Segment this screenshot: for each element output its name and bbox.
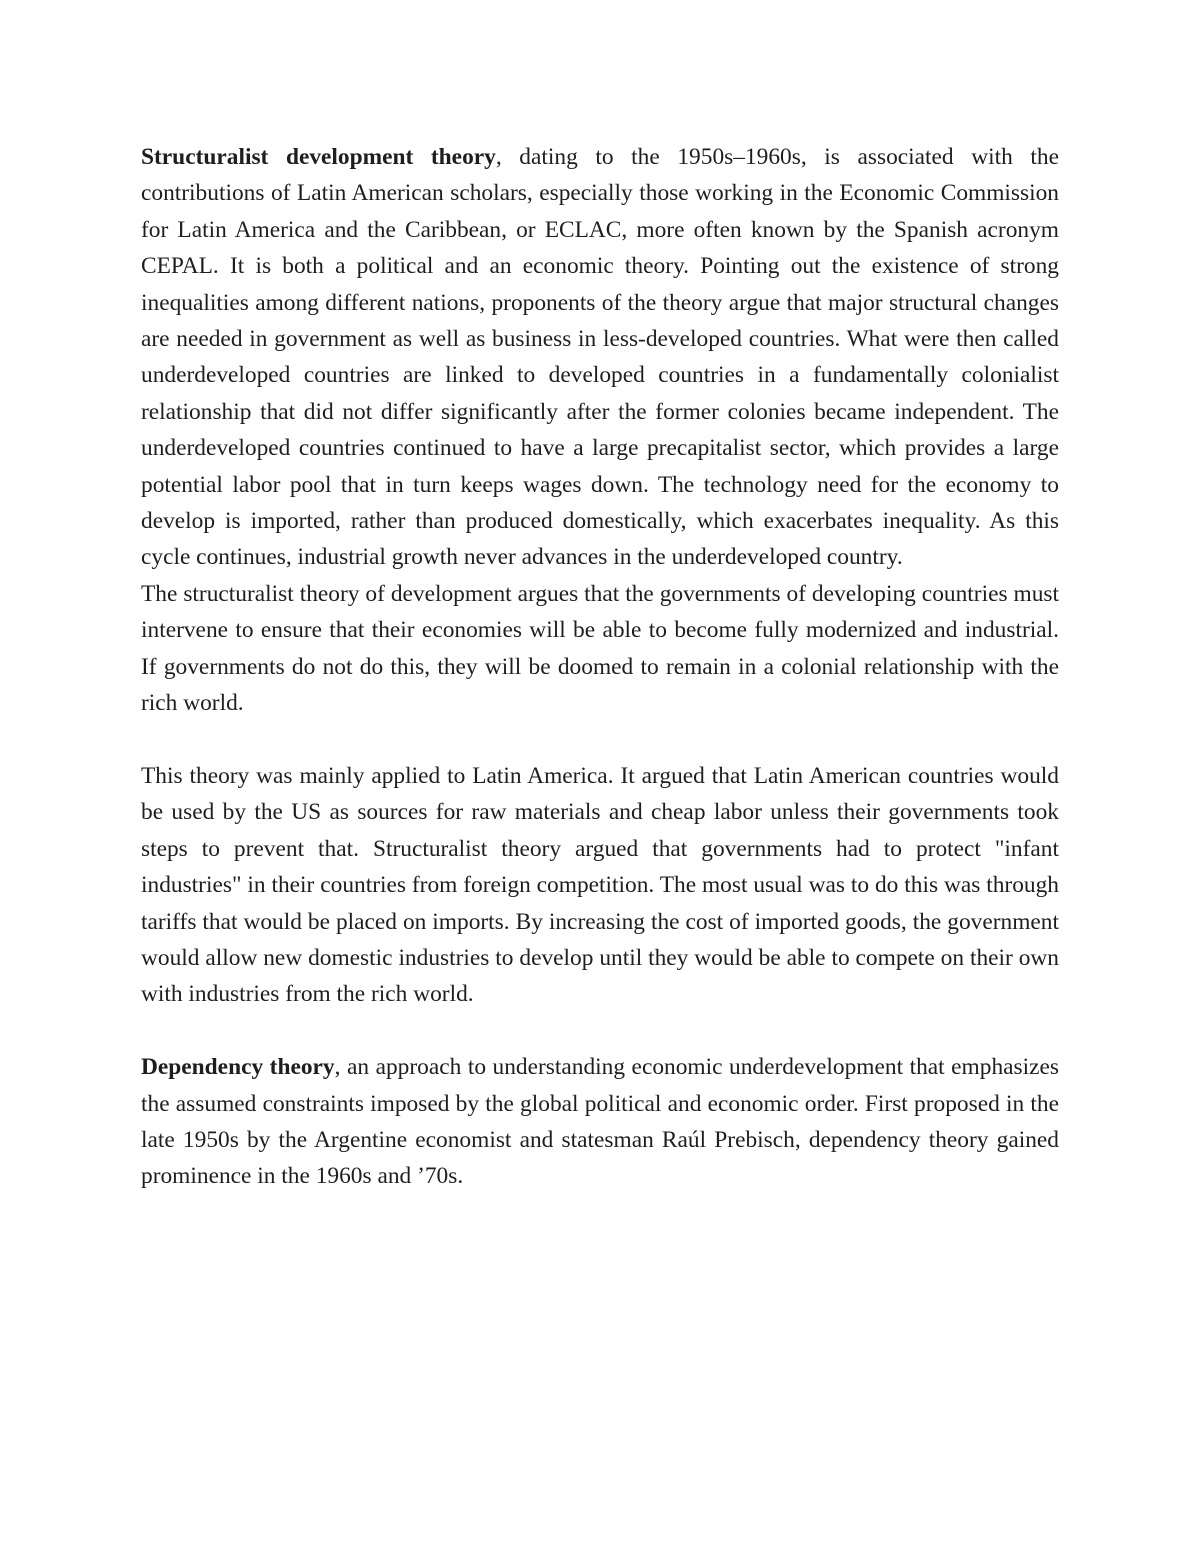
term-dependency-theory: Dependency theory <box>141 1054 335 1081</box>
document-page <box>141 139 1059 1195</box>
paragraph-structuralist-intervention <box>141 576 1059 722</box>
paragraph-latin-america-text: This theory was mainly applied to Latin America. It argued that Latin American countries would be used by the US as sources for raw materials and cheap labor unless their governments took steps to prevent that. Structuralist theory argued that governments had to protect "infant industries" in their countries from foreign competition. The most usual was to do this was through tariffs that would be placed on imports. By increasing the cost of imported goods, the government would allow new domestic industries to develop until they would be able to compete on their own with industries from the rich world. <box>141 762 1059 1008</box>
paragraph-structuralist-intro-text: , dating to the 1950s–1960s, is associated with the contributions of Latin American scholars, especially those working in the Economic Commission for Latin America and the Caribbean, or ECLAC, more often known by the Spanish acronym CEPAL. It is both a political and an economic theory. Pointing out the existence of strong inequalities among different nations, proponents of the theory argue that major structural changes are needed in government as well as business in less-developed countries. What were then called underdeveloped countries are linked to developed countries in a fundamentally colonialist relationship that did not differ significantly after the former colonies became independent. The underdeveloped countries continued to have a large precapitalist sector, which provides a large potential labor pool that in turn keeps wages down. The technology need for the economy to develop is imported, rather than produced domestically, which exacerbates inequality. As this cycle continues, industrial growth never advances in the underdeveloped country. <box>141 144 1059 571</box>
paragraph-structuralist-intervention-text: The structuralist theory of development argues that the governments of developing countries must intervene to ensure that their economies will be able to become fully modernized and industrial. If governments do not do this, they will be doomed to remain in a colonial relationship with the rich world. <box>141 580 1059 717</box>
paragraph-spacer <box>141 722 1059 758</box>
paragraph-dependency-theory-text: , an approach to understanding economic underdevelopment that emphasizes the assumed constraints imposed by the global political and economic order. First proposed in the late 1950s by the Argentine economist and statesman Raúl Prebisch, dependency theory gained prominence in the 1960s and ’70s. <box>141 1054 1059 1190</box>
paragraph-spacer <box>141 1013 1059 1049</box>
paragraph-structuralist-intro <box>141 139 1059 576</box>
term-structuralist-development-theory: Structuralist development theory <box>141 144 496 170</box>
paragraph-dependency-theory <box>141 1049 1059 1195</box>
paragraph-latin-america <box>141 758 1059 1013</box>
